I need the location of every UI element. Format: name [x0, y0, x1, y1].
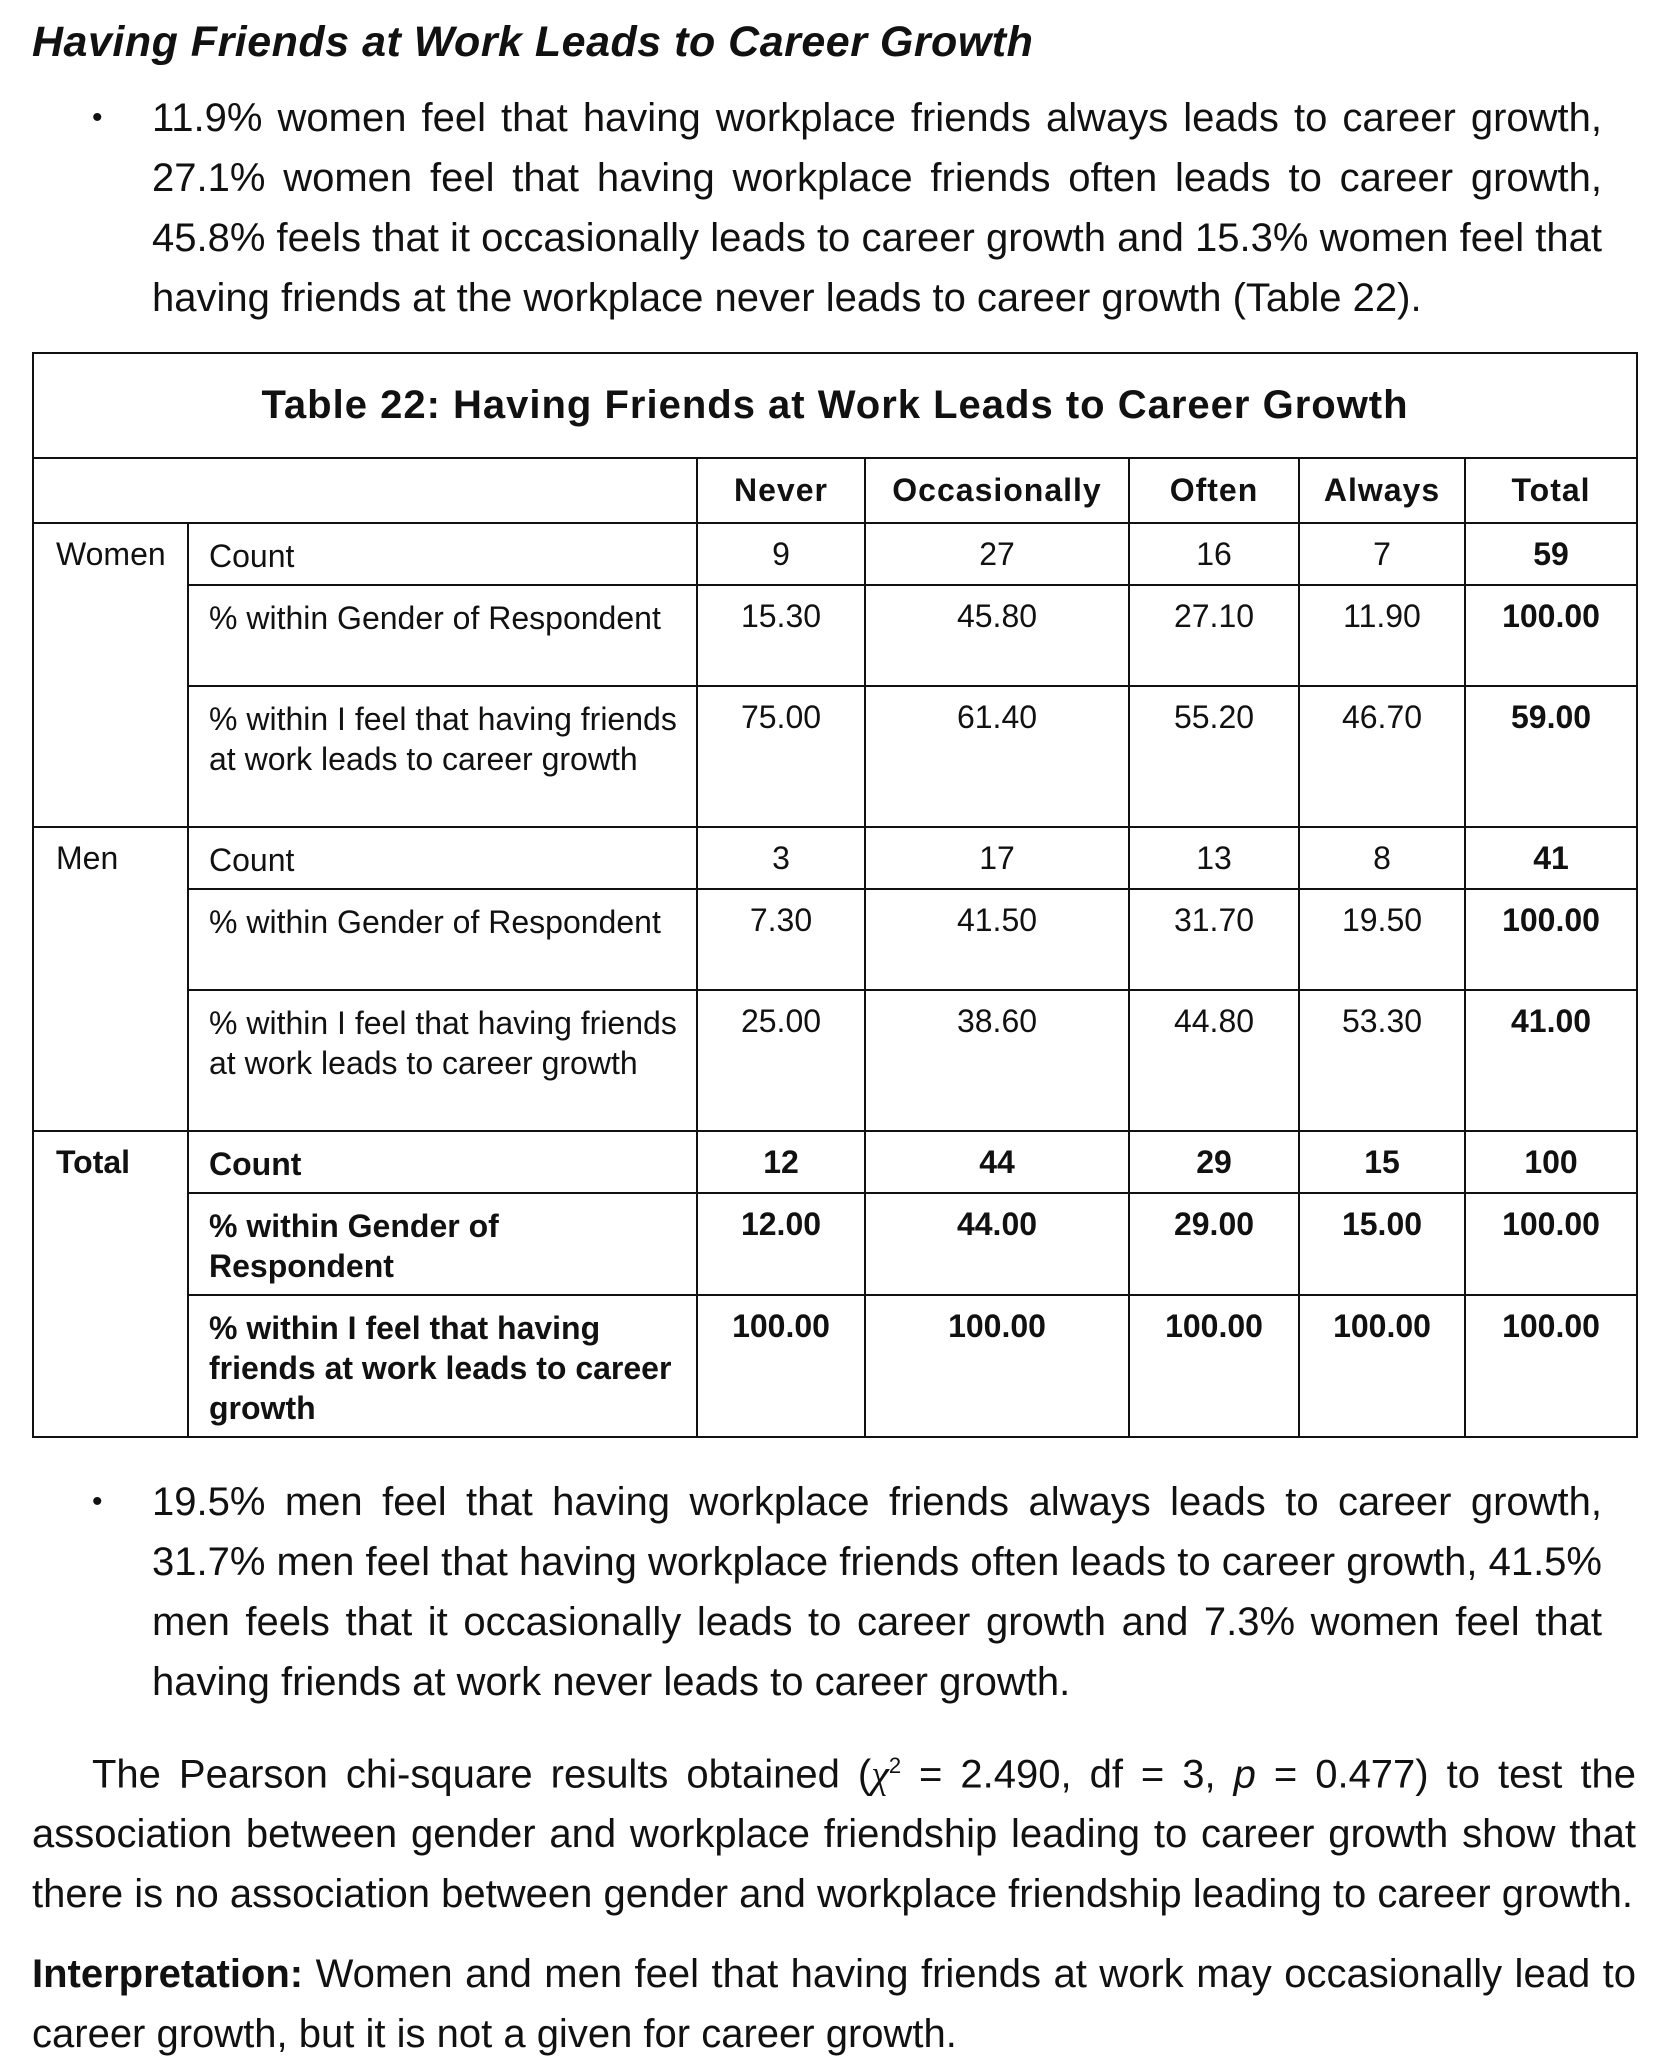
table-cell: 3: [697, 827, 865, 889]
table-cell: 44.80: [1129, 990, 1299, 1131]
table-cell: 75.00: [697, 686, 865, 827]
table-row: [33, 1131, 1637, 1193]
row-label: % within I feel that having friends at work leads to career growth: [188, 990, 697, 1131]
column-header: Always: [1299, 458, 1465, 523]
table-cell: 41.50: [865, 889, 1129, 990]
table-cell: 100.00: [1299, 1295, 1465, 1437]
table-cell-total: 100.00: [1465, 1295, 1637, 1437]
table-cell: 8: [1299, 827, 1465, 889]
table-cell-total: 100.00: [1465, 585, 1637, 686]
table-cell: 27: [865, 523, 1129, 585]
group-spacer: [33, 1193, 188, 1295]
table-row: [33, 889, 1637, 990]
section-heading: Having Friends at Work Leads to Career Growth: [32, 18, 1034, 66]
row-label: Count: [188, 827, 697, 889]
table-row: [33, 585, 1637, 686]
header-blank: [33, 458, 697, 523]
group-label: Men: [33, 827, 188, 889]
table-cell: 29: [1129, 1131, 1299, 1193]
table-cell: 12: [697, 1131, 865, 1193]
table-cell: 11.90: [1299, 585, 1465, 686]
table-row: [33, 1295, 1637, 1437]
interpretation-label: Interpretation:: [32, 1952, 304, 1996]
chi-symbol: χ: [871, 1751, 889, 1797]
table-cell-total: 59.00: [1465, 686, 1637, 827]
group-spacer: [33, 889, 188, 990]
row-label: % within Gender of Respondent: [188, 1193, 697, 1295]
bullet-women-summary: [92, 88, 1602, 328]
group-label: Total: [33, 1131, 188, 1193]
table-cell: 16: [1129, 523, 1299, 585]
table-cell-total: 100.00: [1465, 1193, 1637, 1295]
chi-square-paragraph: [32, 1736, 1636, 1924]
table-cell: 19.50: [1299, 889, 1465, 990]
table-cell: 53.30: [1299, 990, 1465, 1131]
table-cell: 55.20: [1129, 686, 1299, 827]
column-header: Never: [697, 458, 865, 523]
bullet-men-summary: [92, 1472, 1602, 1712]
table-cell: 27.10: [1129, 585, 1299, 686]
chi-text-before: The Pearson chi-square results obtained (: [92, 1752, 872, 1797]
table-cell: 7.30: [697, 889, 865, 990]
table-cell: 29.00: [1129, 1193, 1299, 1295]
table-cell: 25.00: [697, 990, 865, 1131]
group-label: Women: [33, 523, 188, 585]
table-cell: 13: [1129, 827, 1299, 889]
column-header: Often: [1129, 458, 1299, 523]
bullet-text: 19.5% men feel that having workplace friends always leads to career growth, 31.7% men feel that having workplace friends often leads to career growth, 41.5% men feels that it occasionally leads to career growth and 7.3% women feel that having friends at work never leads to career growth.: [152, 1480, 1602, 1704]
table-cell-total: 41.00: [1465, 990, 1637, 1131]
column-header: Occasionally: [865, 458, 1129, 523]
table-cell: 15: [1299, 1131, 1465, 1193]
table-row: [33, 523, 1637, 585]
chi-text-middle: = 2.490, df = 3,: [901, 1752, 1234, 1797]
table-cell: 45.80: [865, 585, 1129, 686]
group-spacer: [33, 990, 188, 1131]
group-spacer: [33, 585, 188, 686]
row-label: % within I feel that having friends at work leads to career growth: [188, 686, 697, 827]
table-cell: 15.00: [1299, 1193, 1465, 1295]
table-cell: 31.70: [1129, 889, 1299, 990]
bullet-icon: •: [92, 101, 103, 134]
table-cell-total: 100.00: [1465, 889, 1637, 990]
bullet-icon: •: [92, 1485, 103, 1518]
row-label: % within Gender of Respondent: [188, 889, 697, 990]
table-cell: 46.70: [1299, 686, 1465, 827]
row-label: % within I feel that having friends at work leads to career growth: [188, 1295, 697, 1437]
group-spacer: [33, 686, 188, 827]
table-cell: 44: [865, 1131, 1129, 1193]
table-cell: 17: [865, 827, 1129, 889]
table-cell: 7: [1299, 523, 1465, 585]
group-spacer: [33, 1295, 188, 1437]
crosstab-table: [32, 352, 1638, 1438]
row-label: % within Gender of Respondent: [188, 585, 697, 686]
table-cell: 15.30: [697, 585, 865, 686]
chi-superscript: 2: [888, 1753, 902, 1778]
table-cell: 100.00: [865, 1295, 1129, 1437]
table-cell-total: 41: [1465, 827, 1637, 889]
table-row: [33, 1193, 1637, 1295]
table-cell: 44.00: [865, 1193, 1129, 1295]
table-cell: 61.40: [865, 686, 1129, 827]
table-cell: 12.00: [697, 1193, 865, 1295]
bullet-text: 11.9% women feel that having workplace friends always leads to career growth, 27.1% women feel that having workplace friends often leads to career growth, 45.8% feels that it occasionally leads to career growth and 15.3% women feel that having friends at the workplace never leads to career growth (Table 22).: [152, 96, 1602, 320]
table-cell-total: 59: [1465, 523, 1637, 585]
interpretation-text: Women and men feel that having friends at work may occasionally lead to career growth, but it is not a given for career growth.: [32, 1952, 1636, 2056]
table-cell-total: 100: [1465, 1131, 1637, 1193]
table-cell: 100.00: [697, 1295, 865, 1437]
table-cell: 9: [697, 523, 865, 585]
table-cell: 100.00: [1129, 1295, 1299, 1437]
interpretation-paragraph: [32, 1944, 1636, 2064]
table-cell: 38.60: [865, 990, 1129, 1131]
table-caption: Table 22: Having Friends at Work Leads to Career Growth: [33, 353, 1637, 458]
table-row: [33, 990, 1637, 1131]
row-label: Count: [188, 1131, 697, 1193]
column-header: Total: [1465, 458, 1637, 523]
row-label: Count: [188, 523, 697, 585]
table-row: [33, 827, 1637, 889]
table-row: [33, 686, 1637, 827]
p-symbol: p: [1233, 1752, 1256, 1797]
chi-text-after: = 0.477) to test the association between gender and workplace friendship leading to career growth show that there is no association between gender and workplace friendship leading to career growth.: [32, 1752, 1637, 1917]
